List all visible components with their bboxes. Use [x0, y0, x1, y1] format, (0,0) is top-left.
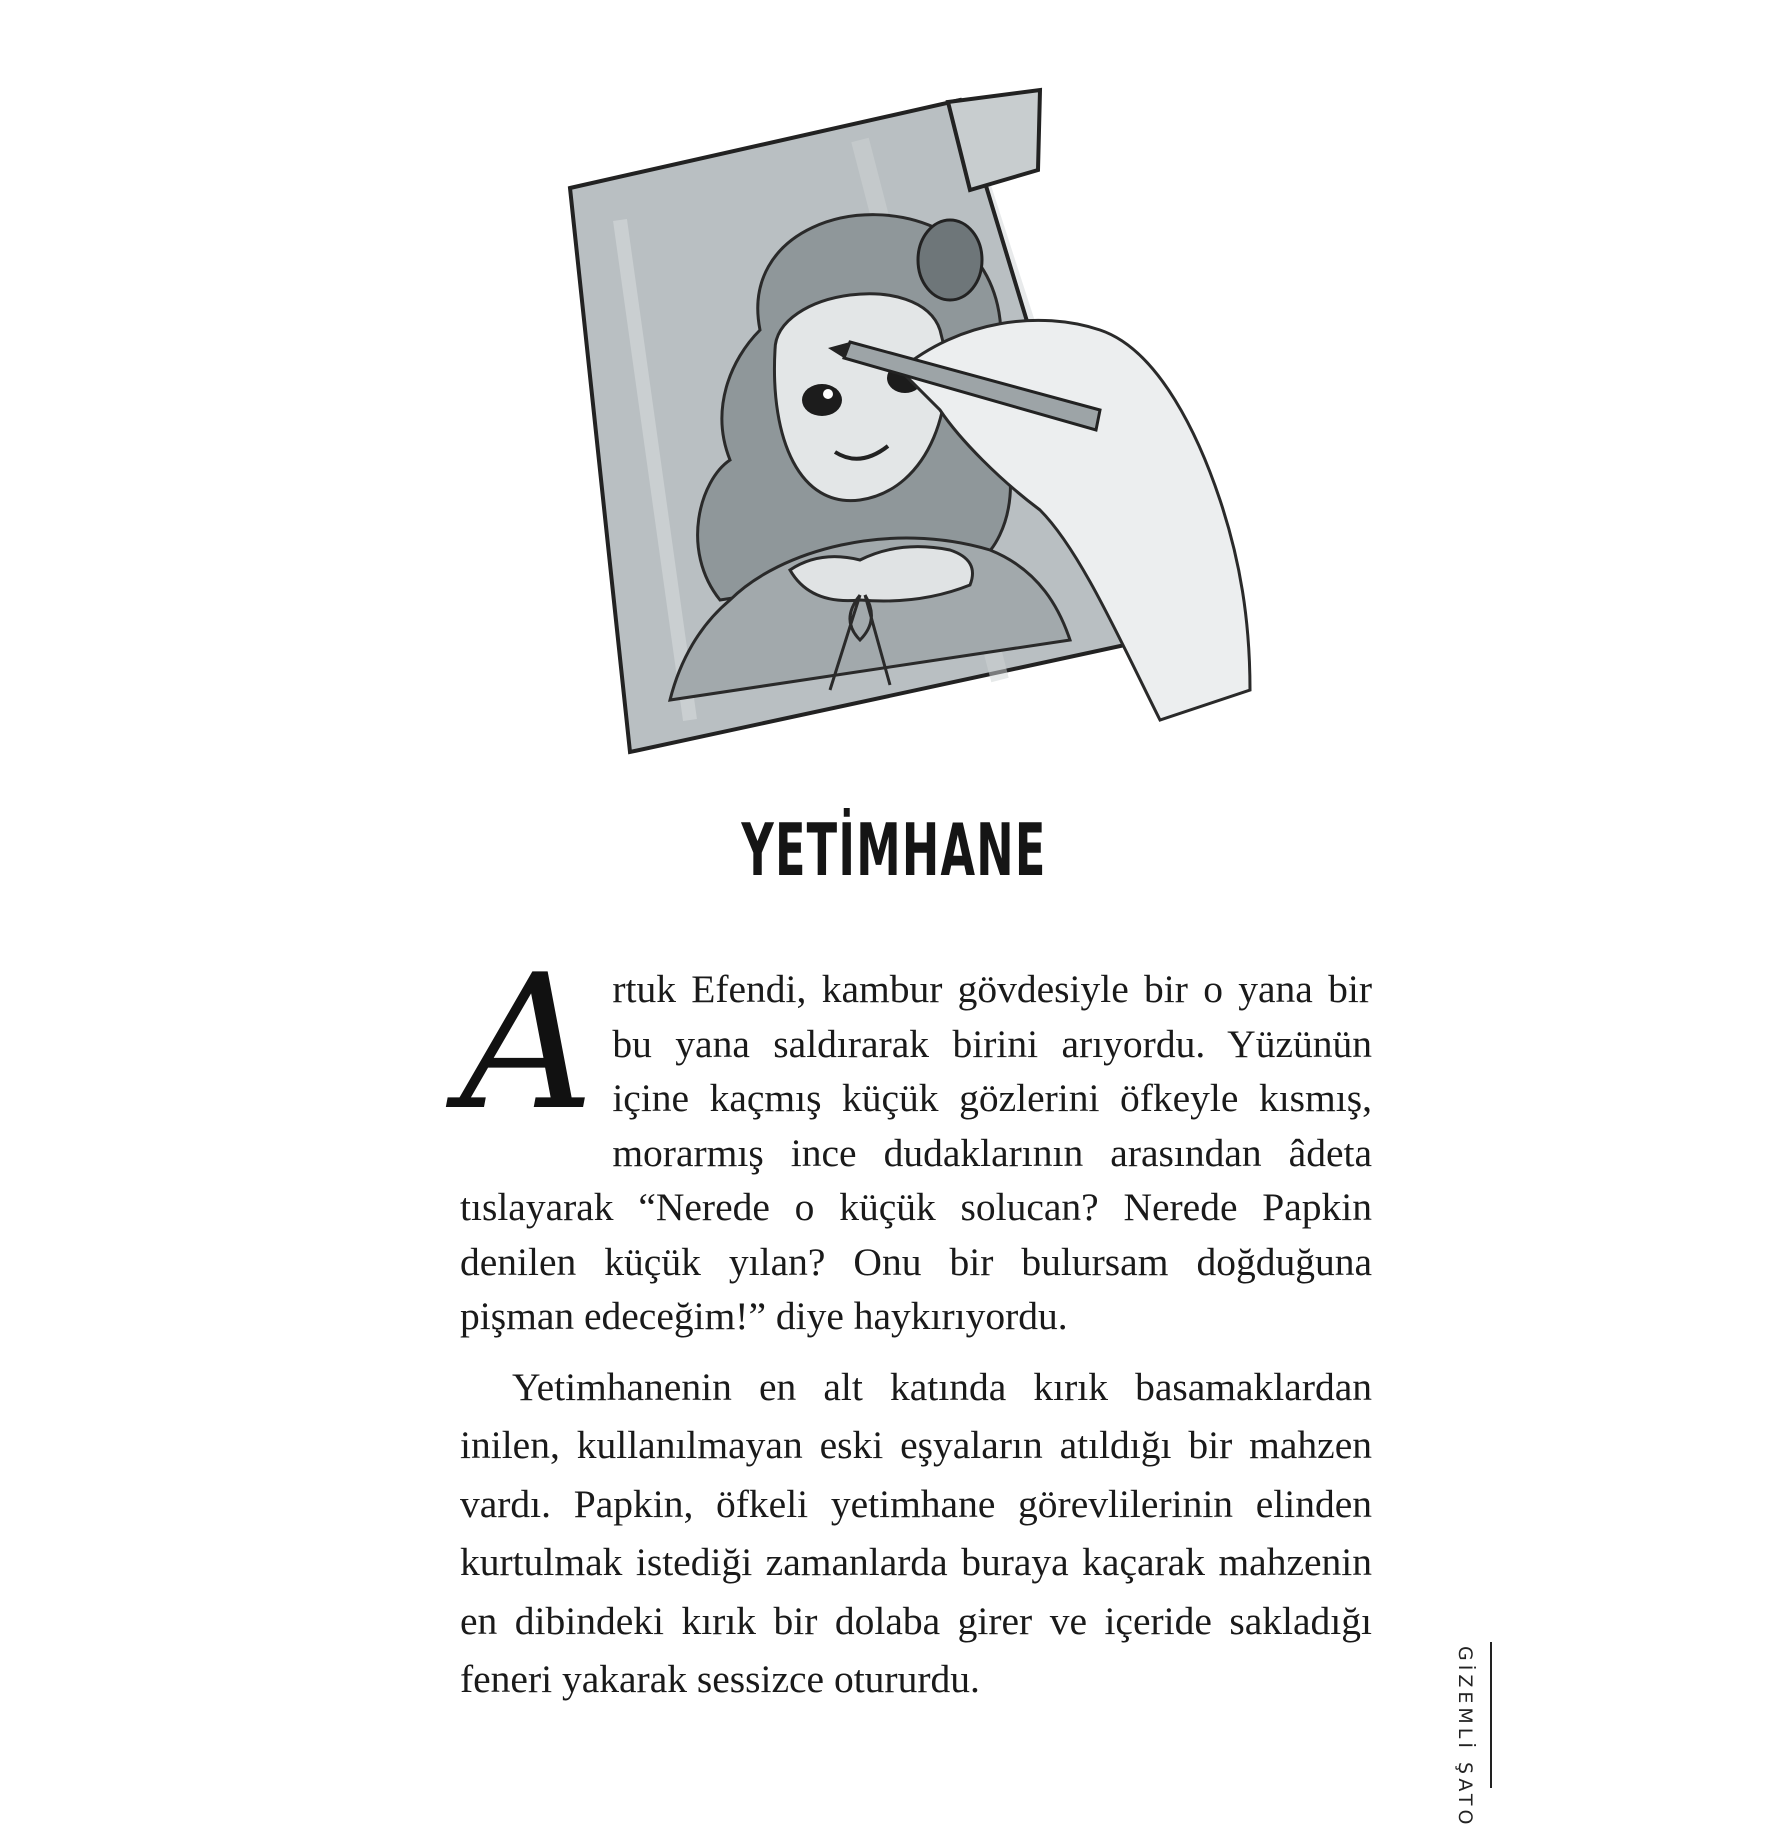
- eye-highlight: [823, 389, 833, 399]
- hair-bow: [918, 220, 982, 300]
- chapter-title: YETİMHANE: [741, 808, 1047, 892]
- paragraph-2: Yetimhanenin en alt katında kırık basamaklardan inilen, kullanılmayan eski eşyaların atıldığı bir mahzen vardı. Papkin, öfkeli yetimhane görevlilerinin elinden kurtulmak istediği zamanlarda buraya kaçarak mahzenin en dibindeki kırık bir dolaba girer ve içeride sakladığı feneri yakarak sessizce otururdu.: [460, 1364, 1372, 1701]
- drop-cap-letter: A: [460, 934, 595, 1151]
- book-title-vertical: GİZEMLİ ŞATO: [1454, 1646, 1476, 1828]
- paragraph-1: [460, 934, 1372, 1344]
- running-title-footer: [1450, 1642, 1492, 1828]
- left-eye: [802, 384, 842, 416]
- paragraph-1-text: rtuk Efendi, kambur gövdesiyle bir o yana bir bu yana saldırarak birini arıyordu. Yüzünün içine kaçmış küçük gözlerini öfkeyle kısmış, morarmış ince dudaklarının arasından âdeta tıslayarak “Nerede o küçük solucan? Nerede Papkin denilen küçük yılan? Onu bir bulursam doğduğuna pişman edeceğim!” diye haykırıyordu.: [460, 967, 1372, 1338]
- chapter-body: [460, 934, 1372, 1709]
- girl-portrait-sketch-illustration: [560, 80, 1340, 780]
